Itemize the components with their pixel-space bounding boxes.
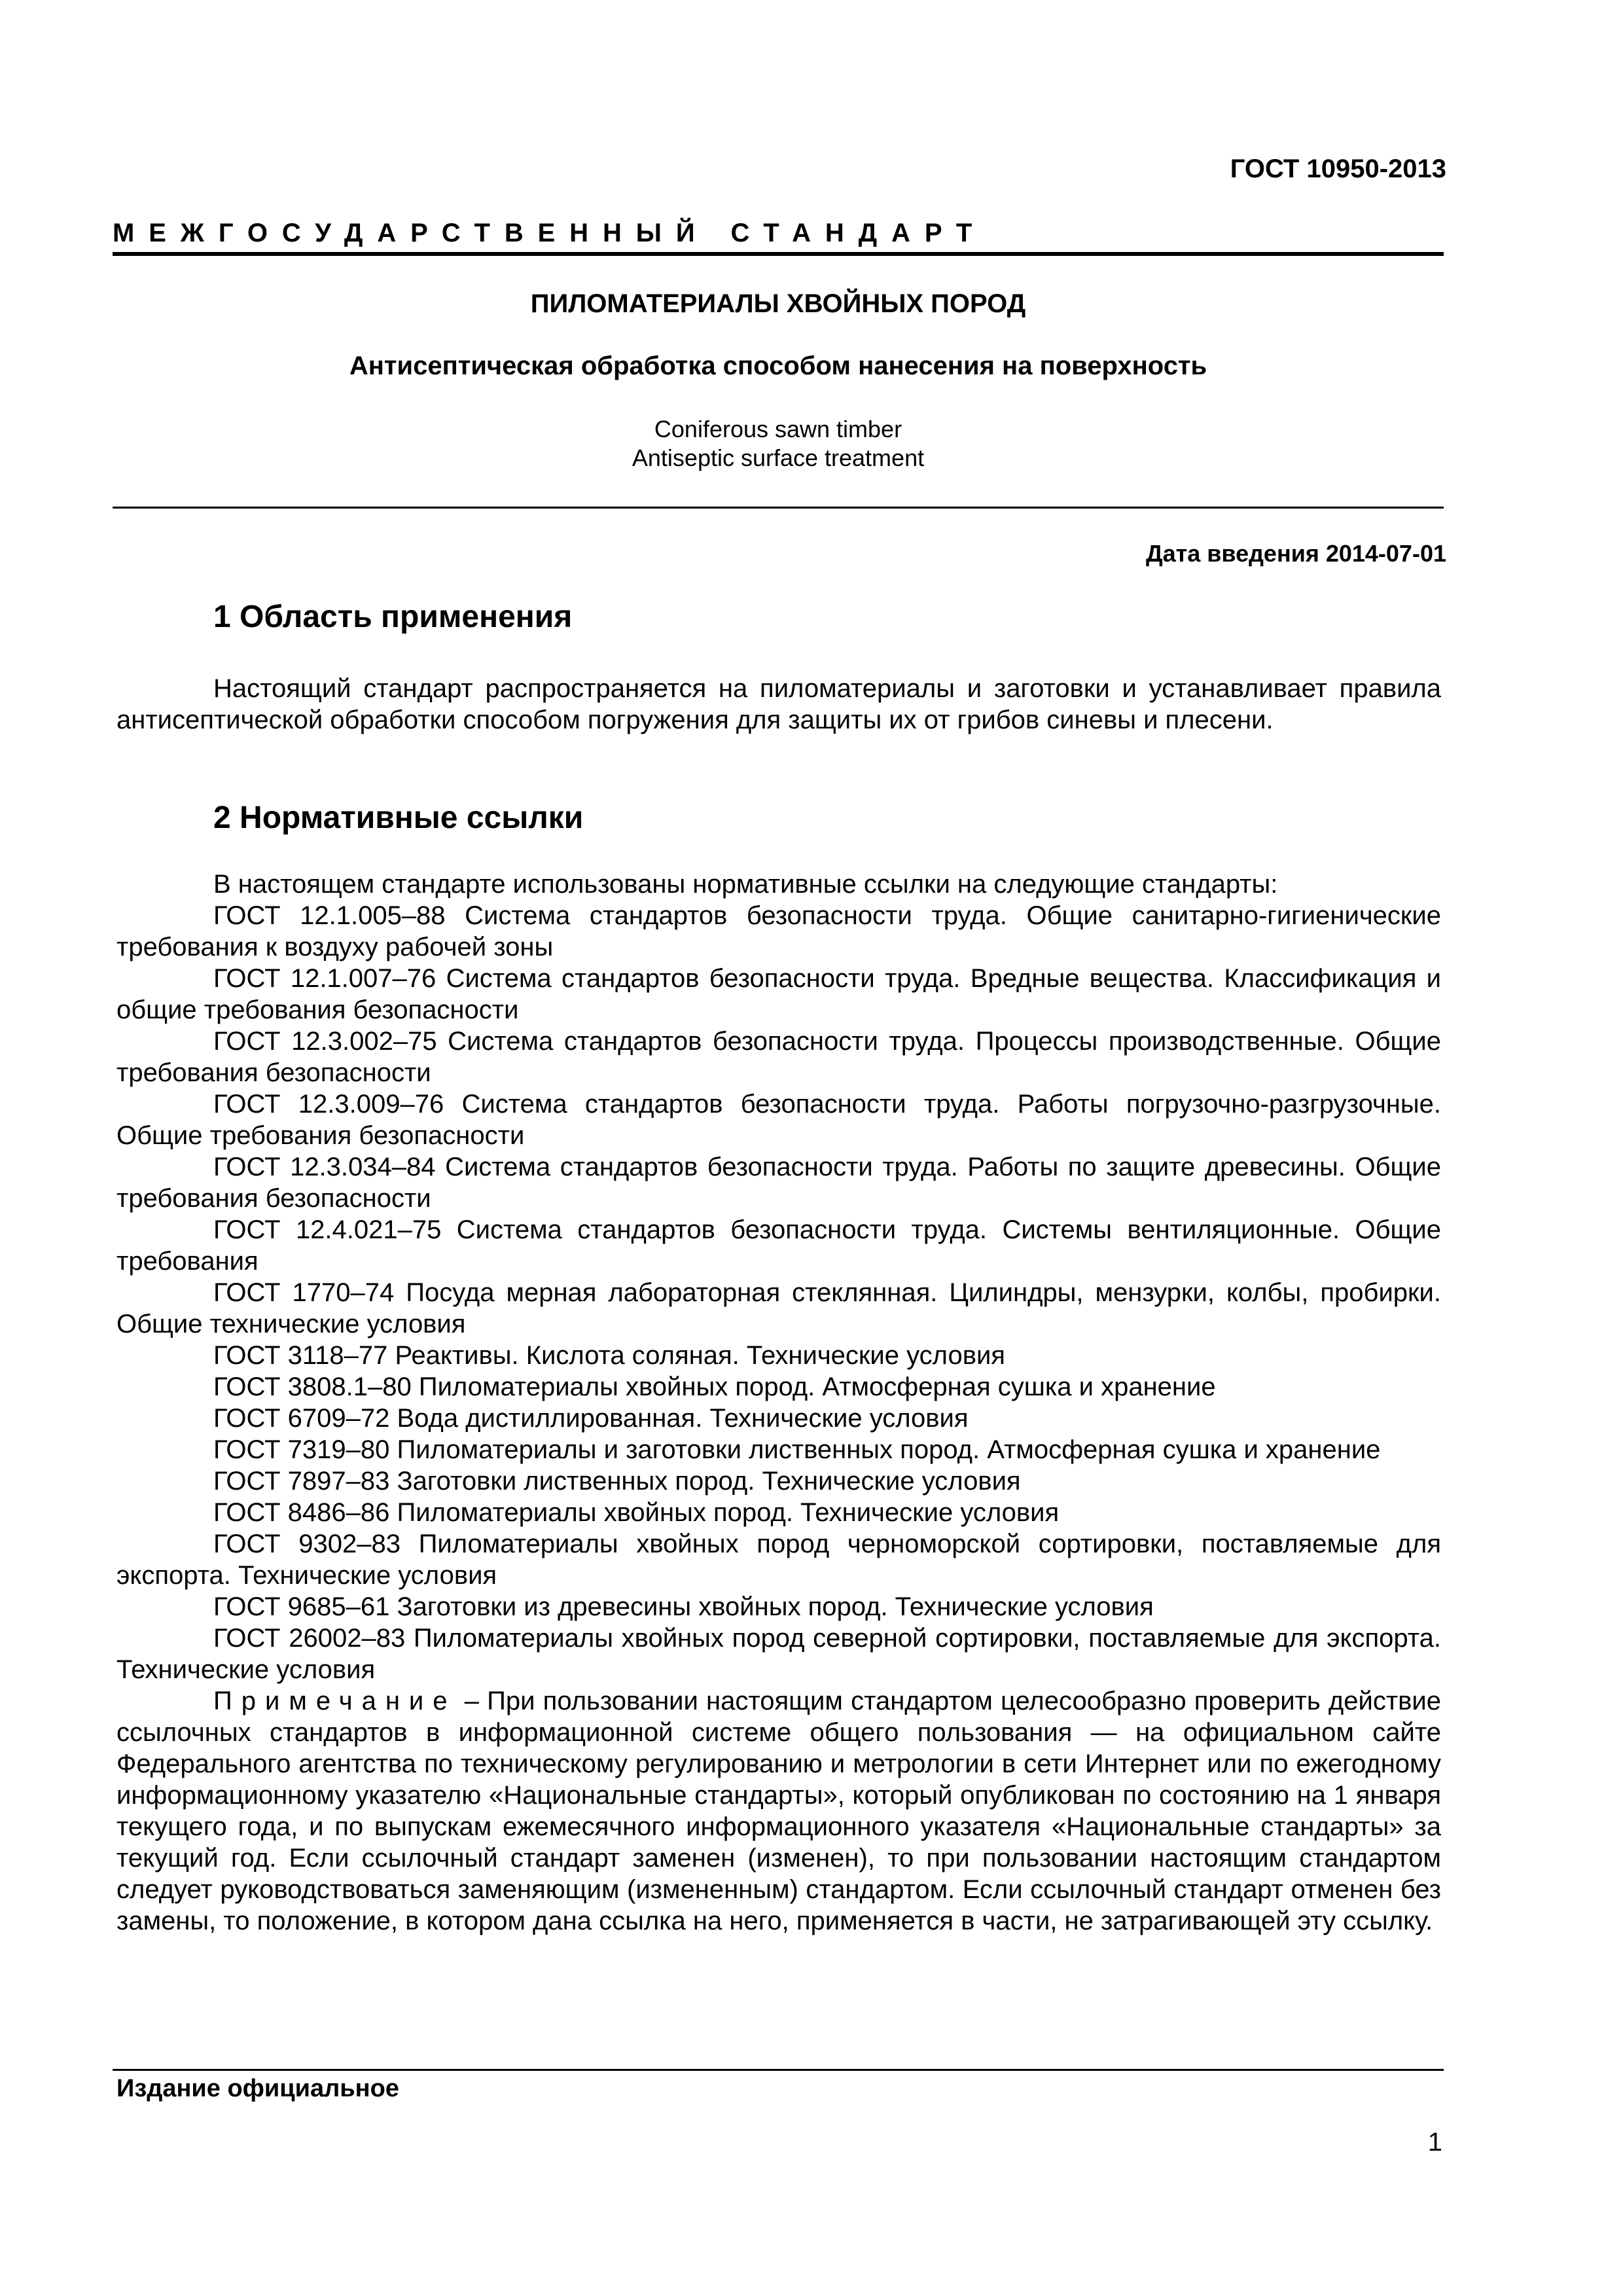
reference-item: ГОСТ 12.3.009–76 Система стандартов безопасности труда. Работы погрузочно-разгрузочные. Общие требования безопасности — [116, 1090, 1441, 1150]
document-subtitle: Антисептическая обработка способом нанесения на поверхность — [349, 351, 1207, 380]
english-title — [113, 415, 1444, 473]
reference-item: ГОСТ 12.4.021–75 Система стандартов безопасности труда. Системы вентиляционные. Общие требования — [116, 1215, 1441, 1276]
reference-item: ГОСТ 12.1.007–76 Система стандартов безопасности труда. Вредные вещества. Классификация и общие требования безопасности — [116, 964, 1441, 1024]
document-number: ГОСТ 10950-2013 — [1230, 154, 1446, 183]
paragraph: Настоящий стандарт распространяется на пиломатериалы и заготовки и устанавливает правила антисептической обработки способом погружения для защиты их от грибов синевы и плесени. — [116, 674, 1441, 734]
section-body-references — [116, 869, 1441, 1937]
reference-item: ГОСТ 3808.1–80 Пиломатериалы хвойных пород. Атмосферная сушка и хранение — [213, 1372, 1216, 1401]
reference-item: ГОСТ 26002–83 Пиломатериалы хвойных пород северной сортировки, поставляемые для экспорта. Технические условия — [116, 1624, 1441, 1684]
document-title: ПИЛОМАТЕРИАЛЫ ХВОЙНЫХ ПОРОД — [530, 289, 1026, 318]
standard-type-banner: МЕЖГОСУДАРСТВЕННЫЙ СТАНДАРТ — [113, 219, 987, 247]
section-body-scope — [116, 673, 1441, 736]
reference-item: ГОСТ 7319–80 Пиломатериалы и заготовки лиственных пород. Атмосферная сушка и хранение — [213, 1435, 1381, 1464]
reference-item: ГОСТ 12.3.034–84 Система стандартов безопасности труда. Работы по защите древесины. Общие требования безопасности — [116, 1153, 1441, 1213]
footer-rule — [113, 2069, 1444, 2071]
note-label: Примечание — [213, 1687, 457, 1715]
edition-label: Издание официальное — [116, 2075, 399, 2102]
reference-item: ГОСТ 9302–83 Пиломатериалы хвойных пород черноморской сортировки, поставляемые для экспорта. Технические условия — [116, 1530, 1441, 1590]
page-number: 1 — [1427, 2128, 1442, 2157]
introduction-date: Дата введения 2014-07-01 — [1145, 540, 1446, 567]
reference-item: ГОСТ 12.3.002–75 Система стандартов безопасности труда. Процессы производственные. Общие требования безопасности — [116, 1027, 1441, 1087]
english-title-line-2: Antiseptic surface treatment — [632, 444, 925, 471]
header-rule — [113, 252, 1444, 256]
reference-item: ГОСТ 12.1.005–88 Система стандартов безопасности труда. Общие санитарно-гигиенические требования к воздуху рабочей зоны — [116, 901, 1441, 961]
reference-item: ГОСТ 1770–74 Посуда мерная лабораторная стеклянная. Цилиндры, мензурки, колбы, пробирки. Общие технические условия — [116, 1278, 1441, 1338]
section-heading-references: 2 Нормативные ссылки — [213, 800, 584, 835]
reference-item: ГОСТ 3118–77 Реактивы. Кислота соляная. Технические условия — [213, 1341, 1005, 1370]
reference-item: ГОСТ 6709–72 Вода дистиллированная. Технические условия — [213, 1404, 969, 1433]
reference-item: ГОСТ 8486–86 Пиломатериалы хвойных пород. Технические условия — [213, 1498, 1060, 1527]
note-text: – При пользовании настоящим стандартом целесообразно проверить действие ссылочных стандартов в информационной системе общего пользования — на официальном сайте Федерального агентства по техническому регулированию и метрологии в сети Интернет или по ежегодному информационному указателю «Национальные стандарты», который опубликован по состоянию на 1 января текущего года, и по выпускам ежемесячного информационного указателя «Национальные стандарты» за текущий год. Если ссылочный стандарт заменен (изменен), то при пользовании настоящим стандартом следует руководствоваться заменяющим (измененным) стандартом. Если ссылочный стандарт отменен без замены, то положение, в котором дана ссылка на него, применяется в части, не затрагивающей эту ссылку. — [116, 1687, 1441, 1935]
section-heading-scope: 1 Область применения — [213, 600, 573, 634]
reference-item: ГОСТ 9685–61 Заготовки из древесины хвойных пород. Технические условия — [213, 1592, 1154, 1621]
reference-item: ГОСТ 7897–83 Заготовки лиственных пород. Технические условия — [213, 1467, 1021, 1496]
english-title-line-1: Coniferous sawn timber — [654, 416, 902, 442]
reference-note — [116, 1685, 1441, 1937]
title-rule — [113, 507, 1444, 509]
references-intro: В настоящем стандарте использованы нормативные ссылки на следующие стандарты: — [213, 870, 1278, 899]
